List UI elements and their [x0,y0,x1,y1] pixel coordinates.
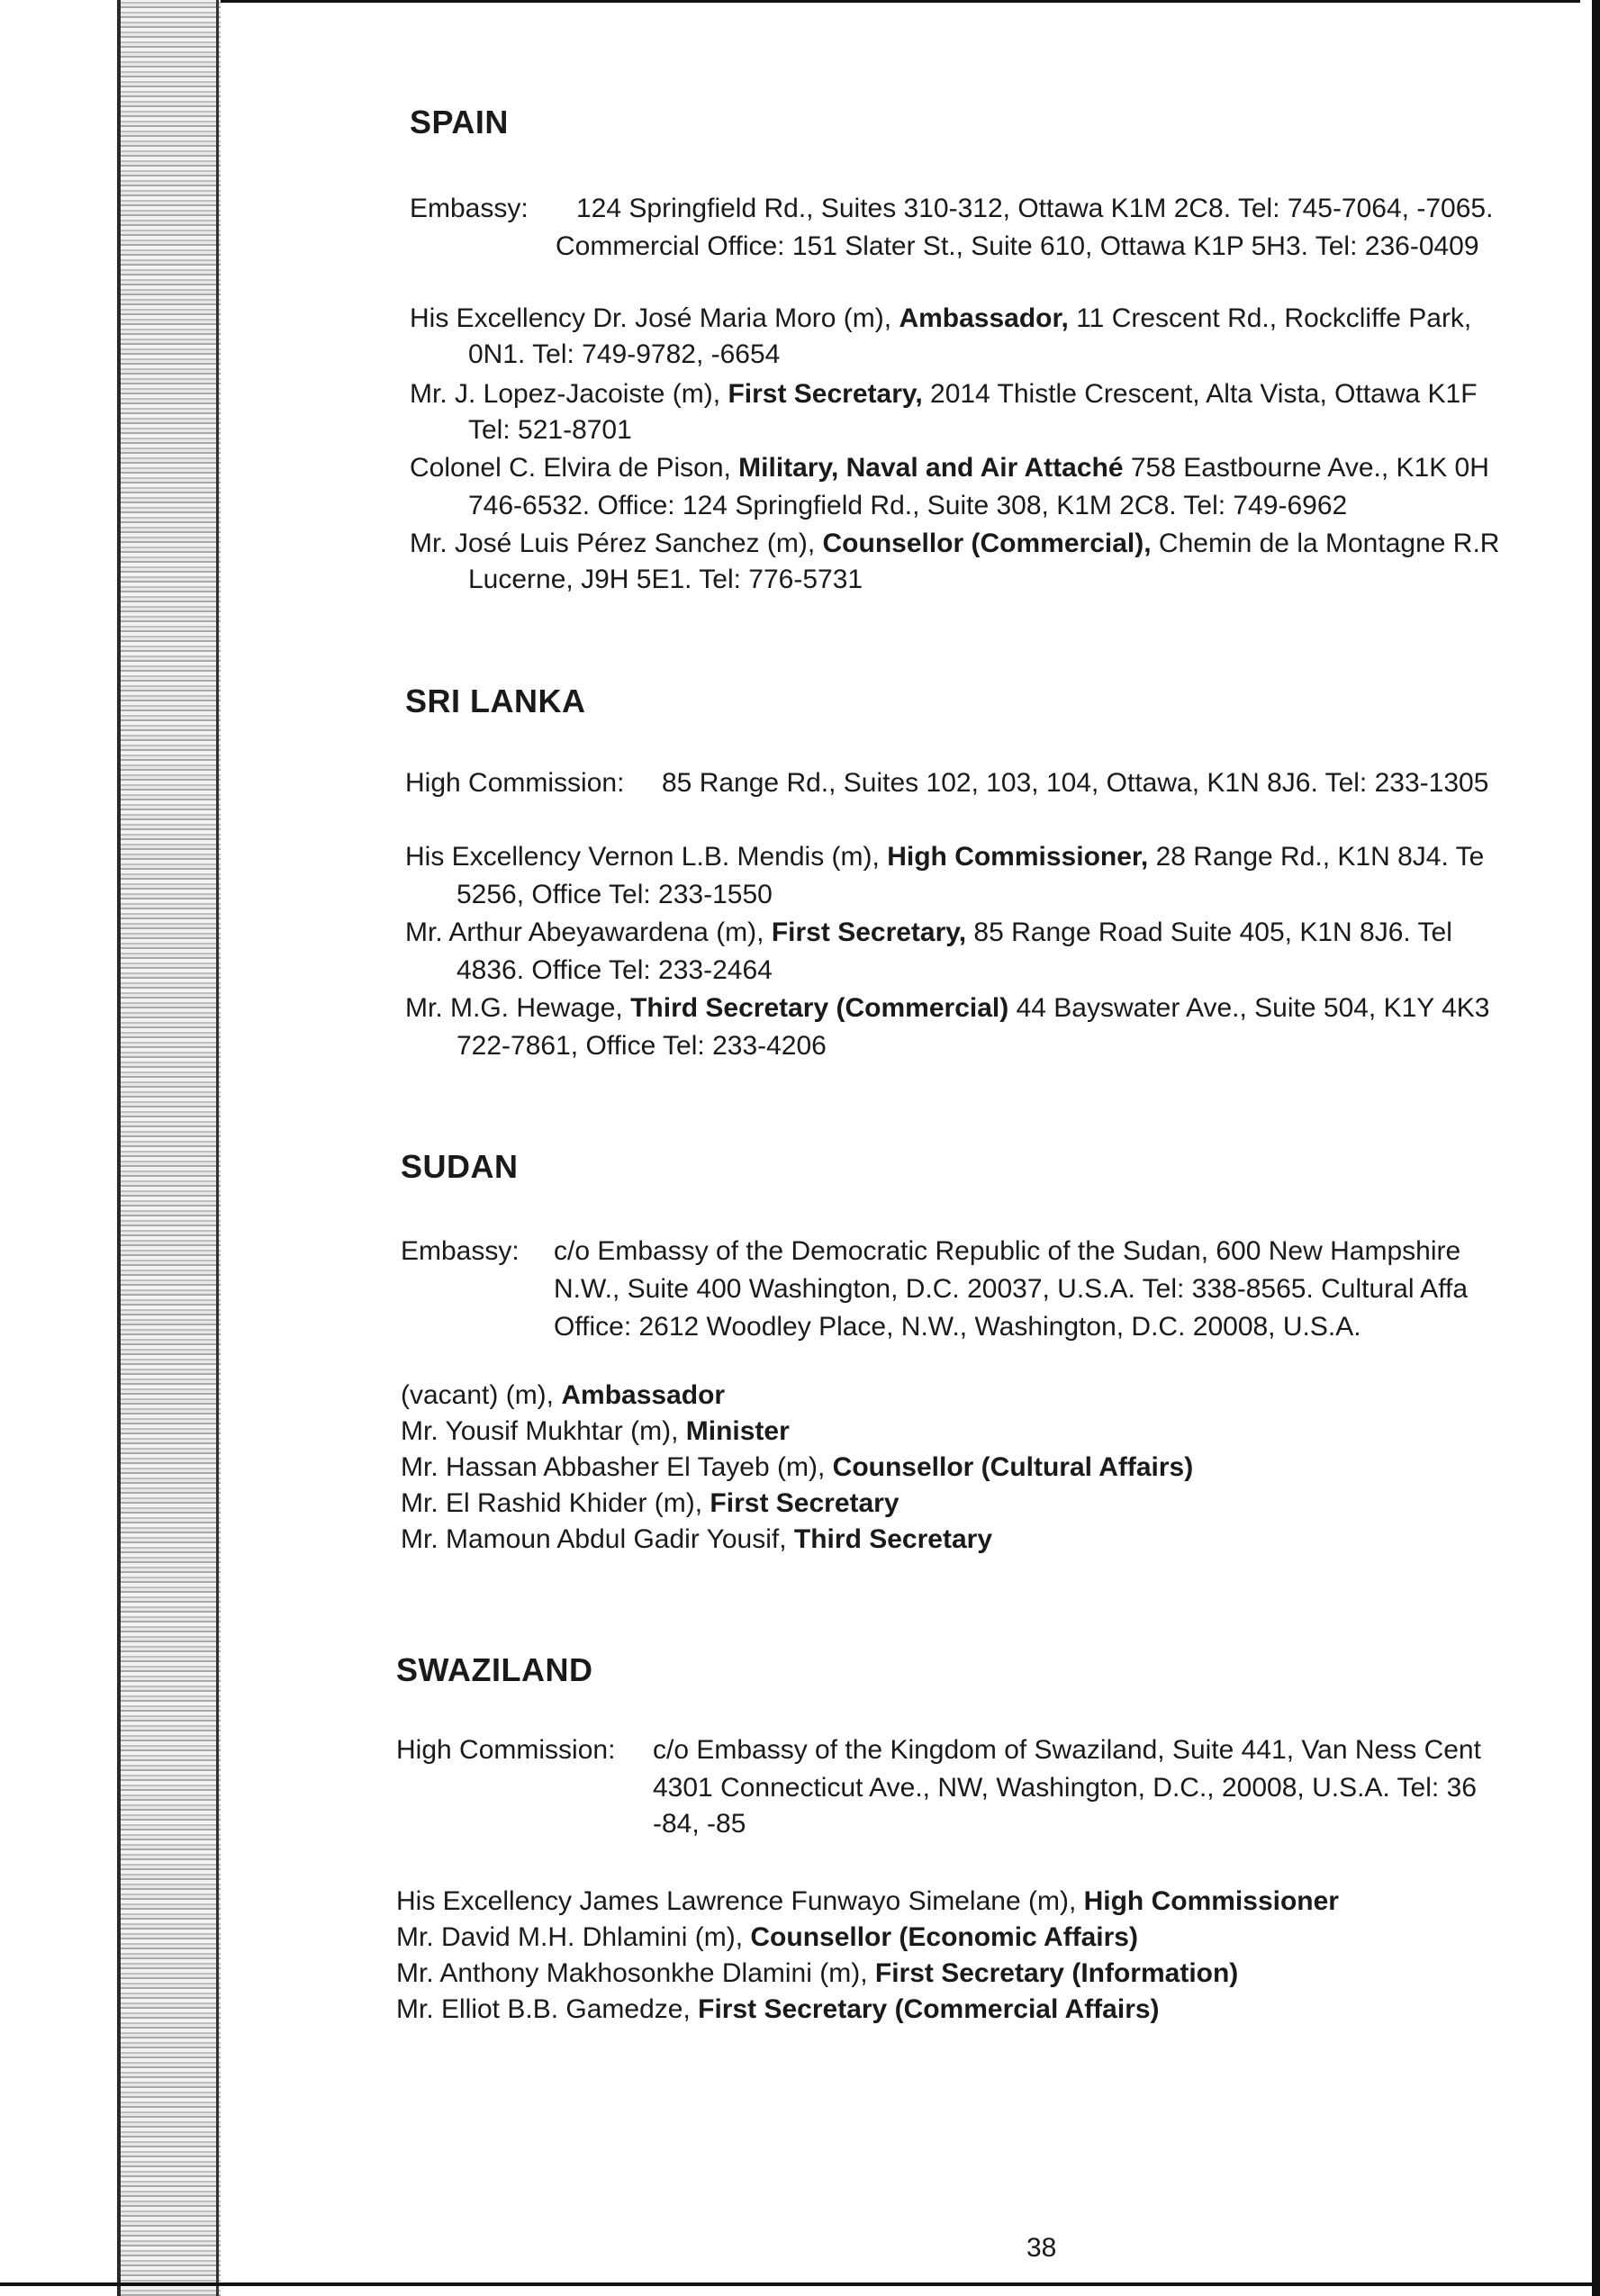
country-heading: SPAIN [410,104,509,140]
address-cont: -84, -85 [653,1809,746,1839]
page-content [221,0,1589,2278]
staff-entry-cont: 4836. Office Tel: 233-2464 [456,955,773,985]
address-cont: 4301 Connecticut Ave., NW, Washington, D.C., 20008, U.S.A. Tel: 36 [653,1773,1477,1803]
page-number: 38 [1026,2233,1057,2263]
embassy-label: Embassy: [410,194,529,223]
right-edge [1592,0,1600,2296]
staff-entry: Mr. David M.H. Dhlamini (m), Counsellor (Economic Affairs) [396,1922,1138,1952]
high-commission-label: High Commission: [396,1735,616,1765]
staff-entry: His Excellency James Lawrence Funwayo Simelane (m), High Commissioner [396,1886,1339,1916]
address-text: c/o Embassy of the Kingdom of Swaziland, Suite 441, Van Ness Cent [653,1735,1481,1765]
staff-entry: Mr. Anthony Makhosonkhe Dlamini (m), First Secretary (Information) [396,1958,1239,1988]
staff-entry-cont: 0N1. Tel: 749-9782, -6654 [468,339,781,369]
staff-entry: Mr. Arthur Abeyawardena (m), First Secretary, 85 Range Road Suite 405, K1N 8J6. Tel [405,917,1452,947]
staff-entry: Mr. M.G. Hewage, Third Secretary (Commercial) 44 Bayswater Ave., Suite 504, K1Y 4K3 [405,993,1490,1023]
edge-rule [117,0,121,2296]
staff-entry: Mr. Yousif Mukhtar (m), Minister [401,1416,790,1446]
high-commission-address [396,1734,1481,1767]
high-commission-address [405,767,1488,800]
address-text: 124 Springfield Rd., Suites 310-312, Ottawa K1M 2C8. Tel: 745-7064, -7065. [576,194,1494,223]
address-text: 85 Range Rd., Suites 102, 103, 104, Ottawa, K1N 8J6. Tel: 233-1305 [662,768,1489,798]
address-cont: N.W., Suite 400 Washington, D.C. 20037, U.S.A. Tel: 338-8565. Cultural Affa [554,1274,1469,1304]
staff-entry: His Excellency Dr. José Maria Moro (m), Ambassador, 11 Crescent Rd., Rockcliffe Park, [410,303,1472,333]
edge-rule [216,0,219,2296]
staff-entry: (vacant) (m), Ambassador [401,1380,726,1410]
staff-entry-cont: 746-6532. Office: 124 Springfield Rd., Suite 308, K1M 2C8. Tel: 749-6962 [468,491,1348,520]
staff-entry: Mr. El Rashid Khider (m), First Secretary [401,1488,899,1518]
embassy-address [410,193,1493,225]
address-cont: Office: 2612 Woodley Place, N.W., Washington, D.C. 20008, U.S.A. [554,1312,1361,1342]
staff-entry-cont: Lucerne, J9H 5E1. Tel: 776-5731 [468,565,863,594]
embassy-address [401,1235,1460,1268]
staff-entry: Colonel C. Elvira de Pison, Military, Naval and Air Attaché 758 Eastbourne Ave., K1K 0H [410,453,1489,483]
staff-entry: Mr. J. Lopez-Jacoiste (m), First Secretary, 2014 Thistle Crescent, Alta Vista, Ottawa K1F [410,379,1478,409]
staff-entry: His Excellency Vernon L.B. Mendis (m), High Commissioner, 28 Range Rd., K1N 8J4. Te [405,842,1485,872]
commercial-office: Commercial Office: 151 Slater St., Suite 610, Ottawa K1P 5H3. Tel: 236-0409 [556,231,1479,261]
staff-entry-cont: 5256, Office Tel: 233-1550 [456,880,773,909]
bottom-rule [0,2282,1600,2286]
address-text: c/o Embassy of the Democratic Republic of the Sudan, 600 New Hampshire [554,1236,1461,1266]
high-commission-label: High Commission: [405,768,625,798]
staff-entry: Mr. Elliot B.B. Gamedze, First Secretary (Commercial Affairs) [396,1994,1160,2024]
embassy-label: Embassy: [401,1236,520,1266]
country-heading: SWAZILAND [396,1651,593,1688]
page-edge-scan-strip [0,0,221,2296]
staff-entry: Mr. José Luis Pérez Sanchez (m), Counsellor (Commercial), Chemin de la Montagne R.R [410,529,1500,558]
country-heading: SUDAN [401,1148,519,1185]
country-heading: SRI LANKA [405,682,586,719]
staff-entry: Mr. Hassan Abbasher El Tayeb (m), Counsellor (Cultural Affairs) [401,1452,1194,1482]
staff-entry-cont: Tel: 521-8701 [468,415,632,445]
staff-entry-cont: 722-7861, Office Tel: 233-4206 [456,1031,827,1061]
staff-entry: Mr. Mamoun Abdul Gadir Yousif, Third Secretary [401,1524,992,1554]
